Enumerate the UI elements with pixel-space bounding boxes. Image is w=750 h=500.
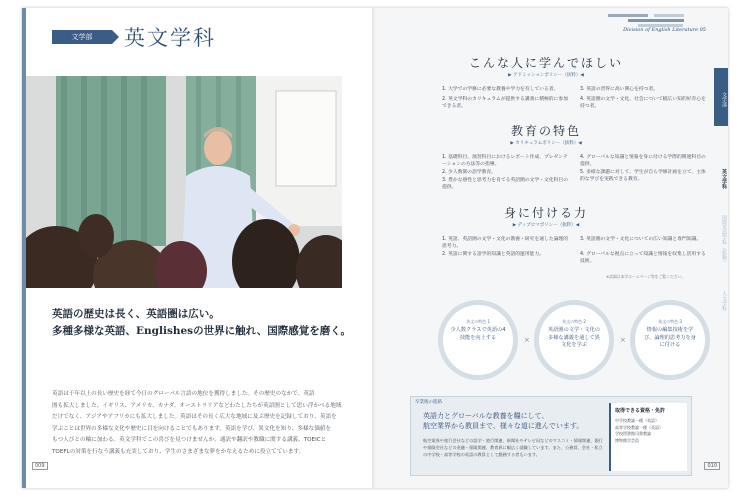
brochure-spread [22,8,728,488]
curriculum-item: 2. 少人数制の語学教育。 [442,170,497,175]
right-page [376,8,728,488]
feature-body: 少人数クラスで英語の4技能を向上する [450,327,506,341]
body-line: 英語は千年以上の長い歴史を経て今日のグローバル言語の地位を獲得しました。その歴史のなかで、英語 [52,391,315,397]
diploma-item: 3. 英語圏の文学・文化についての広い知識と専門知識。 [580,237,702,242]
feature-body: 英語圏の文学・文化の多様な講義を通して異文化を学ぶ [548,327,600,348]
side-tab-faculty[interactable]: 文学部 [714,68,728,126]
cross-mark: × [524,336,530,344]
qualification-item: 学校図書館司書教諭 [615,431,651,436]
section-sub-diploma: ▶ ディプロマポリシー（抜粋）◀ [512,223,580,228]
admission-item: 2. 英文学科のカリキュラムが提供する講義に積極的に参加できる者。 [442,97,568,109]
section-title-admission: こんな人に学んでほしい [468,56,623,70]
lead-copy [52,306,372,340]
lead-line-1: 英語の歴史は長く、英語圏は広い。 [52,308,220,320]
qualification-item: 博物館学芸員 [615,437,639,443]
body-line: TOEFLの対策を行なう講義も充実しており、学生のさまざまな夢をかなえるために役立てています。 [52,448,305,455]
feature-circle-1 [438,300,518,380]
policy-note: ※詳細は本学ホームページ等をご覧ください。 [606,274,686,279]
career-heading-line: 英語力とグローバルな教養を糧にして、 [423,412,549,420]
body-line: だけでなく、アジアやアフリカにも拡大しました。英語はその長く広大な地域に及ぶ歴史を記録しており、英語を [52,414,337,420]
section-title-diploma: 身に付ける力 [503,206,588,220]
division-name: Division of English Literature [623,27,699,33]
feature-title: 英文の特色 3 [658,319,682,324]
cross-mark: × [620,336,626,344]
curriculum-item: 4. グローバルな知識と情報を身に付ける学際的関連科目の提供。 [580,155,706,167]
section-sub-admission: ▶ アドミッションポリシー（抜粋）◀ [508,73,584,78]
career-tag: 卒業後の進路 [415,400,442,405]
curriculum-item: 1. 基礎科目、演習科目におけるレポート作成、プレゼンテーションの方法等の指導。 [442,155,568,167]
qualifications-heading: 取得できる資格・免許 [615,408,666,414]
division-label [623,27,706,33]
body-line: もつ人びとの輪に加わる。英文学科でこの喜びを見つけませんか。通訳や翻訳や教職に関する講義、TOEICと [52,437,327,443]
admission-item: 3. 英語の習得に高い関心を持つ者。 [580,87,659,92]
qualification-item: 中学校教諭一種（英語） [615,418,659,423]
diploma-item: 4. グローバルな視点に立って知識と情報を収集し活用する技術。 [580,252,706,264]
admission-item: 1. 大学での学修に必要な教養や学力を有している者。 [442,87,559,92]
side-tab-humanities[interactable]: 人文学科 [721,291,727,311]
body-line: 学ぶことは世界の多様な文化や歴史に目を向けることでもあります。英語を学び、異文化を知り、多様な価値を [52,425,332,432]
diploma-item: 2. 英語に関する語学的知識と英語的運用能力。 [442,252,545,257]
feature-title: 英文の特色 2 [562,319,586,324]
lead-line-2: 多種多様な英語、Englishesの世界に触れ、国際感覚を磨く。 [52,325,352,337]
career-box [410,396,692,476]
department-title: 英文学科 [124,26,216,50]
feature-circle-3 [630,300,710,380]
intro-body-text [52,389,352,458]
faculty-tag: 文学部 [52,30,112,44]
side-tab-english-lit[interactable]: 英文学科 [721,169,727,189]
side-tab-intl-english[interactable]: 国際英語学科（仮称） [721,215,727,265]
section-sub-curriculum: ▶ カリキュラムポリシー（抜粋）◀ [510,141,582,146]
body-line: 圏も拡大しました。イギリス、アメリカ、カナダ、オーストラリアなどわたしたちが英語圏として思い浮かべる地域 [52,402,342,409]
career-heading [423,411,603,431]
qualifications-list [609,403,687,471]
feature-body: 情報の編集技術を学び、論理的思考力を身に付ける [644,327,696,348]
admission-item: 4. 英語圏の文学・文化、社会について幅広い知的好奇心を持つ者。 [580,97,706,109]
page-number-left: 009 [32,462,48,470]
qualification-item: 高等学校教諭一種（英語） [615,424,663,430]
curriculum-item: 3. 豊かな感性と思考力を育てる英語圏の文学・文化科目の提供。 [442,178,569,190]
diploma-item: 1. 英語、英語圏の文学・文化の教養・研究を通した論理的思考力。 [442,237,569,249]
classroom-photo [26,76,342,288]
curriculum-items [442,154,712,198]
section-title-curriculum: 教育の特色 [510,124,581,138]
feature-title: 英文の特色 1 [466,319,490,324]
career-text: 航空業界や旅行会社などの語学・旅行関連、新聞社やテレビ局などのマスコミ・情報関連、銀行や保険会社などの金融・保険関連、教育界に幅広く就職しています。また、公務員、会社・私立の中学校・高等学校の英語の教員として勤務する者もいます。 [423,438,603,457]
division-number: 05 [699,27,706,33]
career-heading-line: 航空業界から教員まで、様々な道に進んでいます。 [423,422,584,430]
left-page [22,8,374,488]
page-number-right: 010 [704,462,720,470]
feature-circle-2 [534,300,614,380]
admission-items [442,86,712,116]
curriculum-item: 5. 多様な課題に対して、学生が自ら学修計画を立て、主体的な学びを実践できる教育。 [580,170,706,182]
header-decoration [608,12,698,28]
diploma-items [442,236,712,270]
